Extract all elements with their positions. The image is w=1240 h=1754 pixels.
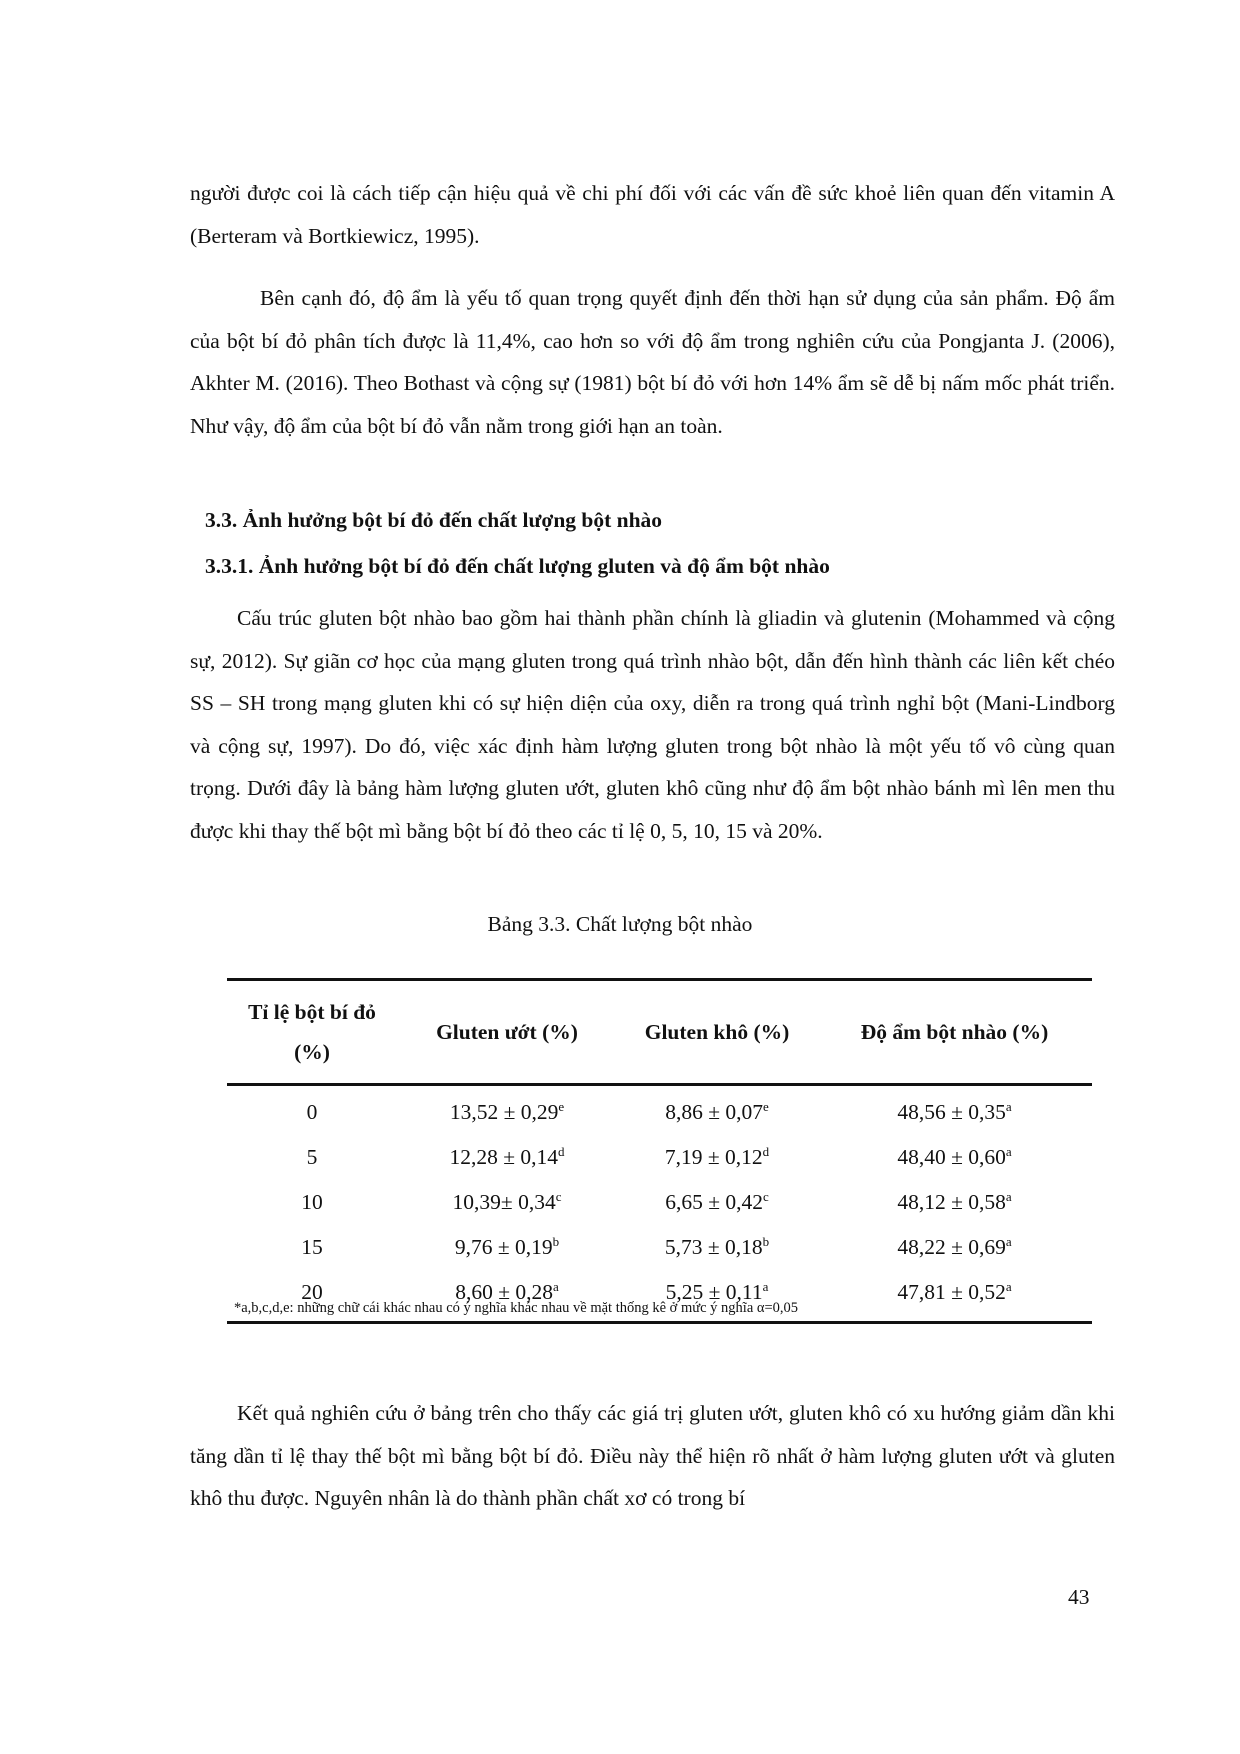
significance-letter: b xyxy=(762,1234,770,1249)
cell-value: 9,76 ± 0,19 xyxy=(454,1235,553,1259)
table-caption: Bảng 3.3. Chất lượng bột nhào xyxy=(487,912,753,936)
cell-value: 48,12 ± 0,58 xyxy=(897,1190,1006,1214)
table-cell xyxy=(397,1225,617,1270)
cell-value: 48,56 ± 0,35 xyxy=(897,1100,1006,1124)
table-row xyxy=(227,1180,1092,1225)
cell-value: 48,40 ± 0,60 xyxy=(897,1145,1006,1169)
table-cell xyxy=(397,1135,617,1180)
significance-letter: a xyxy=(762,1279,769,1294)
table-row xyxy=(227,1135,1092,1180)
cell-value: 8,60 ± 0,28 xyxy=(455,1280,554,1304)
cell-value: 15 xyxy=(301,1235,323,1259)
paragraph-text: Kết quả nghiên cứu ở bảng trên cho thấy các giá trị gluten ướt, gluten khô có xu hướng giảm dần khi tăng dần tỉ lệ thay thế bột mì bằng bột bí đỏ. Điều này thể hiện rõ nhất ở hàm lượng gluten ướt và gluten khô thu được. Nguyên nhân là do thành phần chất xơ có trong bí xyxy=(190,1401,1115,1510)
table-cell xyxy=(817,1085,1092,1136)
table-cell xyxy=(617,1180,817,1225)
paragraph-gluten-structure xyxy=(190,597,1115,852)
header-pumpkin-ratio: Tỉ lệ bột bí đỏ (%) xyxy=(248,1000,376,1064)
paragraph-text: Cấu trúc gluten bột nhào bao gồm hai thành phần chính là gliadin và glutenin (Mohammed và cộng sự, 2012). Sự giãn cơ học của mạng gluten trong quá trình nhào bột, dẫn đến hình thành các liên kết chéo SS – SH trong mạng gluten khi có sự hiện diện của oxy, diễn ra trong quá trình nghỉ bột (Mani-Lindborg và cộng sự, 1997). Do đó, việc xác định hàm lượng gluten trong bột nhào là một yếu tố vô cùng quan trọng. Dưới đây là bảng hàm lượng gluten ướt, gluten khô cũng như độ ẩm bột nhào bánh mì lên men thu được khi thay thế bột mì bằng bột bí đỏ theo các tỉ lệ 0, 5, 10, 15 và 20%. xyxy=(190,606,1115,843)
table-header-row xyxy=(227,980,1092,1085)
significance-letter: e xyxy=(763,1099,769,1114)
table-cell xyxy=(617,1085,817,1136)
table-cell xyxy=(817,1135,1092,1180)
dough-quality-table xyxy=(227,978,1092,1324)
significance-letter: e xyxy=(558,1099,565,1114)
significance-letter: a xyxy=(1005,1279,1012,1294)
table-footnote: *a,b,c,d,e: những chữ cái khác nhau có ý nghĩa khác nhau về mặt thống kê ở mức ý nghĩa α=0,05 xyxy=(234,1300,799,1316)
significance-letter: a xyxy=(553,1279,559,1294)
significance-letter: b xyxy=(552,1234,560,1249)
table-cell xyxy=(817,1225,1092,1270)
table-row xyxy=(227,1225,1092,1270)
significance-letter: d xyxy=(762,1144,770,1159)
cell-value: 12,28 ± 0,14 xyxy=(449,1145,559,1169)
paragraph-text: người được coi là cách tiếp cận hiệu quả về chi phí đối với các vấn đề sức khoẻ liên quan đến vitamin A (Berteram và Bortkiewicz, 1995). xyxy=(190,181,1115,248)
paragraph-moisture xyxy=(190,277,1115,447)
table-cell xyxy=(617,1225,817,1270)
paragraph-text: Bên cạnh đó, độ ẩm là yếu tố quan trọng quyết định đến thời hạn sử dụng của sản phẩm. Độ ẩm của bột bí đỏ phân tích được là 11,4%, cao hơn so với độ ẩm trong nghiên cứu của Pongjanta J. (2006), Akhter M. (2016). Theo Bothast và cộng sự (1981) bột bí đỏ với hơn 14% ẩm sẽ dễ bị nấm mốc phát triển. Như vậy, độ ẩm của bột bí đỏ vẫn nằm trong giới hạn an toàn. xyxy=(190,286,1115,438)
cell-value: 0 xyxy=(306,1100,318,1124)
significance-letter: a xyxy=(1005,1099,1012,1114)
table-row xyxy=(227,1085,1092,1136)
cell-value: 10 xyxy=(301,1190,323,1214)
header-wet-gluten: Gluten ướt (%) xyxy=(436,1020,578,1044)
subsection-heading: 3.3.1. Ảnh hưởng bột bí đỏ đến chất lượng gluten và độ ẩm bột nhào xyxy=(205,554,830,578)
significance-letter: c xyxy=(555,1189,562,1204)
cell-value: 6,65 ± 0,42 xyxy=(665,1190,764,1214)
cell-value: 5,25 ± 0,11 xyxy=(665,1280,763,1304)
section-heading: 3.3. Ảnh hưởng bột bí đỏ đến chất lượng bột nhào xyxy=(205,508,663,532)
paragraph-vitamin-a xyxy=(190,172,1115,257)
significance-letter: a xyxy=(1005,1189,1012,1204)
cell-value: 5 xyxy=(306,1145,318,1169)
cell-value: 10,39± 0,34 xyxy=(452,1190,556,1214)
table-cell xyxy=(617,1135,817,1180)
cell-value: 20 xyxy=(301,1280,323,1304)
cell-value: 13,52 ± 0,29 xyxy=(449,1100,559,1124)
table-cell xyxy=(227,1135,397,1180)
header-dry-gluten: Gluten khô (%) xyxy=(644,1020,790,1044)
table-cell xyxy=(817,1180,1092,1225)
table-cell xyxy=(397,1180,617,1225)
table-cell xyxy=(817,1270,1092,1323)
table-cell xyxy=(397,1085,617,1136)
cell-value: 47,81 ± 0,52 xyxy=(897,1280,1006,1304)
cell-value: 48,22 ± 0,69 xyxy=(897,1235,1006,1259)
paragraph-results xyxy=(190,1392,1115,1520)
page-number: 43 xyxy=(1068,1585,1090,1609)
header-dough-moisture: Độ ẩm bột nhào (%) xyxy=(860,1020,1049,1044)
significance-letter: d xyxy=(558,1144,565,1159)
table-cell xyxy=(227,1085,397,1136)
cell-value: 5,73 ± 0,18 xyxy=(664,1235,763,1259)
significance-letter: c xyxy=(763,1189,769,1204)
cell-value: 7,19 ± 0,12 xyxy=(664,1145,763,1169)
significance-letter: a xyxy=(1005,1234,1012,1249)
significance-letter: a xyxy=(1005,1144,1012,1159)
table-cell xyxy=(227,1225,397,1270)
cell-value: 8,86 ± 0,07 xyxy=(665,1100,764,1124)
table-cell xyxy=(227,1180,397,1225)
